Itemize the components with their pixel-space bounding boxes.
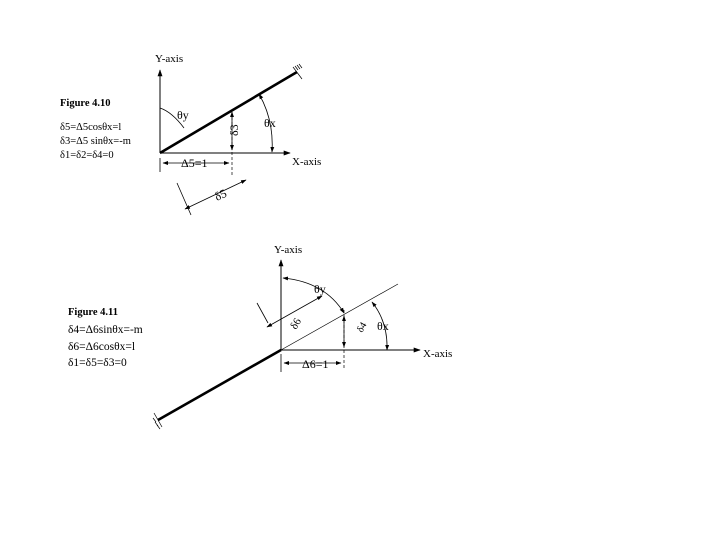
fig411-x-axis-label: X-axis [423,348,453,360]
fig410-support-hatch [293,64,302,79]
fig410-theta-x-label: θx [264,116,276,130]
fig411-theta-x-label: θx [377,319,389,333]
fig410-delta5-label: δ5 [212,186,229,204]
fig411-equation-1: δ4=Δ6sinθx=-m [68,324,143,336]
fig411-delta4-label: δ4 [355,320,370,335]
fig410-equation-3: δ1=δ2=δ4=0 [60,150,114,161]
fig411-y-axis-label: Y-axis [274,244,303,256]
fig411-equation-2: δ6=Δ6cosθx=l [68,341,136,353]
fig411-member-line [158,350,281,420]
fig410-Delta5-label: Δ5=1 [181,156,208,170]
fig410-equation-1: δ5=Δ5cosθx=l [60,122,122,133]
fig411-support-hatch [153,413,162,429]
figure-4-10-title: Figure 4.10 [60,98,111,109]
fig411-theta-y-label: θy [314,282,326,296]
fig410-delta3-label: δ3 [227,124,241,136]
figure-4-11-title: Figure 4.11 [68,307,118,318]
fig411-Delta6-label: Δ6=1 [302,357,329,371]
fig410-y-axis-label: Y-axis [155,53,184,65]
fig411-member-extension [281,284,398,350]
fig410-delta5-ext-left [177,183,191,215]
fig410-theta-y-label: θy [177,108,189,122]
fig410-diagram [155,53,321,215]
fig410-equation-2: δ3=Δ5 sinθx=-m [60,136,131,147]
fig411-delta6-label: δ6 [288,316,304,332]
fig411-equation-3: δ1=δ5=δ3=0 [68,357,127,369]
fig410-x-axis-label: X-axis [292,156,322,168]
fig411-delta6-ext-line [257,303,268,323]
fig411-diagram [153,244,452,429]
